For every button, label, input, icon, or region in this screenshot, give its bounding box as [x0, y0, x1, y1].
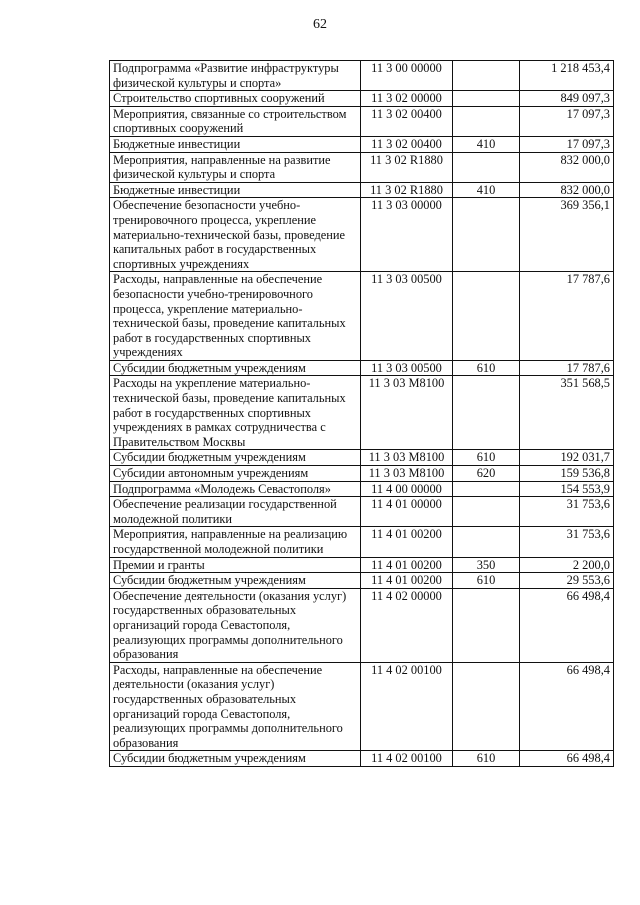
expense-type-cell: [453, 106, 520, 136]
table-row: [110, 751, 614, 767]
amount-cell: 29 553,6: [520, 573, 614, 589]
table-row: [110, 573, 614, 589]
expense-type-cell: [453, 376, 520, 450]
target-code-cell: 11 4 01 00200: [361, 573, 453, 589]
amount-cell: 31 753,6: [520, 527, 614, 557]
amount-cell: 17 787,6: [520, 360, 614, 376]
table-row: [110, 91, 614, 107]
expense-type-cell: [453, 272, 520, 361]
amount-cell: 31 753,6: [520, 497, 614, 527]
target-code-cell: 11 4 01 00200: [361, 557, 453, 573]
amount-cell: 832 000,0: [520, 182, 614, 198]
table-row: [110, 662, 614, 751]
expense-type-cell: [453, 527, 520, 557]
budget-table: [109, 60, 614, 767]
expense-type-cell: [453, 497, 520, 527]
table-row: [110, 272, 614, 361]
amount-cell: 17 787,6: [520, 272, 614, 361]
expense-type-cell: 610: [453, 751, 520, 767]
expense-name-cell: Субсидии бюджетным учреждениям: [110, 450, 361, 466]
expense-name-cell: Строительство спортивных сооружений: [110, 91, 361, 107]
expense-name-cell: Обеспечение реализации государственной молодежной политики: [110, 497, 361, 527]
target-code-cell: 11 3 03 00500: [361, 360, 453, 376]
table-row: [110, 466, 614, 482]
amount-cell: 159 536,8: [520, 466, 614, 482]
expense-type-cell: 610: [453, 573, 520, 589]
amount-cell: 154 553,9: [520, 481, 614, 497]
target-code-cell: 11 3 02 00400: [361, 136, 453, 152]
page-number: 62: [313, 17, 327, 32]
amount-cell: 832 000,0: [520, 152, 614, 182]
expense-type-cell: [453, 662, 520, 751]
amount-cell: 17 097,3: [520, 136, 614, 152]
amount-cell: 66 498,4: [520, 751, 614, 767]
expense-name-cell: Обеспечение безопасности учебно-тренировочного процесса, укрепление материально-технической базы, проведение капитальных работ в государственных спортивных учреждениях: [110, 198, 361, 272]
expense-name-cell: Мероприятия, связанные со строительством спортивных сооружений: [110, 106, 361, 136]
target-code-cell: 11 3 02 00000: [361, 91, 453, 107]
target-code-cell: 11 4 02 00100: [361, 751, 453, 767]
expense-type-cell: [453, 198, 520, 272]
table-row: [110, 527, 614, 557]
table-row: [110, 588, 614, 662]
amount-cell: 351 568,5: [520, 376, 614, 450]
expense-type-cell: [453, 152, 520, 182]
expense-type-cell: 410: [453, 136, 520, 152]
expense-name-cell: Премии и гранты: [110, 557, 361, 573]
target-code-cell: 11 3 02 R1880: [361, 182, 453, 198]
expense-name-cell: Обеспечение деятельности (оказания услуг) государственных образовательных организаций города Севастополя, реализующих программы дополнительного образования: [110, 588, 361, 662]
expense-name-cell: Подпрограмма «Развитие инфраструктуры физической культуры и спорта»: [110, 61, 361, 91]
expense-name-cell: Мероприятия, направленные на развитие физической культуры и спорта: [110, 152, 361, 182]
expense-name-cell: Подпрограмма «Молодежь Севастополя»: [110, 481, 361, 497]
target-code-cell: 11 3 02 R1880: [361, 152, 453, 182]
amount-cell: 66 498,4: [520, 662, 614, 751]
amount-cell: 17 097,3: [520, 106, 614, 136]
expense-type-cell: 610: [453, 450, 520, 466]
target-code-cell: 11 3 03 M8100: [361, 466, 453, 482]
expense-type-cell: 610: [453, 360, 520, 376]
expense-type-cell: [453, 481, 520, 497]
expense-type-cell: [453, 91, 520, 107]
expense-type-cell: [453, 588, 520, 662]
target-code-cell: 11 3 02 00400: [361, 106, 453, 136]
table-row: [110, 497, 614, 527]
amount-cell: 192 031,7: [520, 450, 614, 466]
target-code-cell: 11 3 03 00000: [361, 198, 453, 272]
target-code-cell: 11 3 00 00000: [361, 61, 453, 91]
table-row: [110, 450, 614, 466]
expense-type-cell: [453, 61, 520, 91]
target-code-cell: 11 3 03 M8100: [361, 450, 453, 466]
table-row: [110, 198, 614, 272]
expense-type-cell: 620: [453, 466, 520, 482]
budget-table-body: [110, 61, 614, 767]
expense-name-cell: Расходы на укрепление материально-технической базы, проведение капитальных работ в государственных спортивных учреждениях в рамках сотрудничества с Правительством Москвы: [110, 376, 361, 450]
expense-name-cell: Субсидии бюджетным учреждениям: [110, 360, 361, 376]
expense-name-cell: Субсидии автономным учреждениям: [110, 466, 361, 482]
table-row: [110, 136, 614, 152]
expense-type-cell: 410: [453, 182, 520, 198]
table-row: [110, 557, 614, 573]
table-row: [110, 481, 614, 497]
table-row: [110, 106, 614, 136]
target-code-cell: 11 4 00 00000: [361, 481, 453, 497]
amount-cell: 2 200,0: [520, 557, 614, 573]
amount-cell: 849 097,3: [520, 91, 614, 107]
table-row: [110, 152, 614, 182]
target-code-cell: 11 4 01 00000: [361, 497, 453, 527]
expense-name-cell: Бюджетные инвестиции: [110, 136, 361, 152]
expense-name-cell: Расходы, направленные на обеспечение безопасности учебно-тренировочного процесса, укрепление материально-технической базы, проведение капитальных работ в государственных спортивных учреждениях: [110, 272, 361, 361]
target-code-cell: 11 4 01 00200: [361, 527, 453, 557]
table-row: [110, 376, 614, 450]
table-row: [110, 360, 614, 376]
target-code-cell: 11 3 03 00500: [361, 272, 453, 361]
expense-name-cell: Бюджетные инвестиции: [110, 182, 361, 198]
expense-name-cell: Мероприятия, направленные на реализацию государственной молодежной политики: [110, 527, 361, 557]
table-row: [110, 61, 614, 91]
target-code-cell: 11 4 02 00000: [361, 588, 453, 662]
expense-name-cell: Субсидии бюджетным учреждениям: [110, 573, 361, 589]
table-row: [110, 182, 614, 198]
expense-type-cell: 350: [453, 557, 520, 573]
amount-cell: 1 218 453,4: [520, 61, 614, 91]
expense-name-cell: Субсидии бюджетным учреждениям: [110, 751, 361, 767]
amount-cell: 66 498,4: [520, 588, 614, 662]
target-code-cell: 11 3 03 M8100: [361, 376, 453, 450]
expense-name-cell: Расходы, направленные на обеспечение деятельности (оказания услуг) государственных образовательных организаций города Севастополя, реализующих программы дополнительного образования: [110, 662, 361, 751]
amount-cell: 369 356,1: [520, 198, 614, 272]
target-code-cell: 11 4 02 00100: [361, 662, 453, 751]
